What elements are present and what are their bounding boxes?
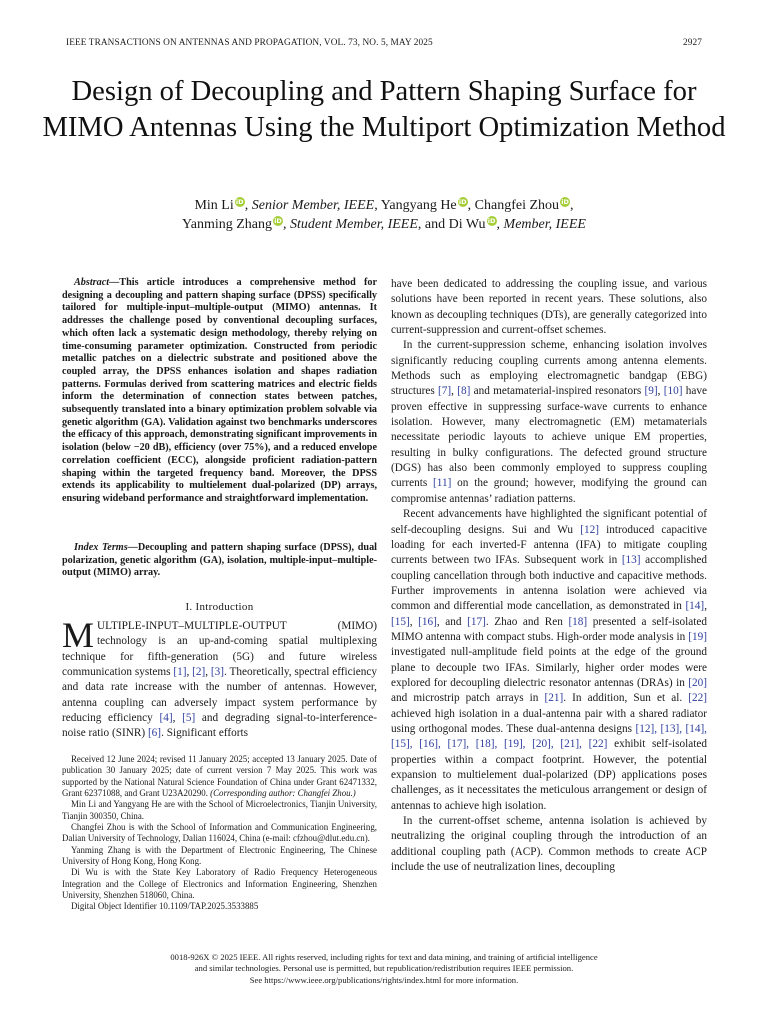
text-run: . Theoretically, spectral efficiency and data rate increase with the number of antennas. However, antenna coupling can adversely impact system performance by reducing efficiency	[62, 666, 378, 725]
text-run: In the current-suppression scheme, enhancing isolation involves significantly reducing coupling currents among antenna elements. Methods such as employing electromagnetic bandgap (EBG) structures	[391, 339, 707, 398]
citation-link[interactable]: [16]	[418, 615, 437, 628]
section-heading: I. Introduction	[185, 601, 254, 613]
running-header	[66, 38, 702, 48]
author-list: Min Li iD, Senior Member, IEEE, Yangyang He iD, Changfei Zhou iD, Yanming Zhang iD, Student Member, IEEE, and Di Wu iD, Member, IEEE	[182, 198, 586, 232]
citation-link[interactable]: [1]	[173, 666, 187, 679]
text-run: accomplished coupling cancellation through both inductive and capacitive methods. Further improvements in antenna isolation were achieved via common and differential mode cancellation, as demonstrated in	[391, 554, 707, 613]
citation-link[interactable]: [20]	[688, 676, 707, 689]
text-run: on the ground; however, modifying the ground can compromise antennas’ radiation patterns.	[391, 477, 708, 505]
copyright-line: and similar technologies. Personal use is permitted, but republication/redistribution requires IEEE permission.	[194, 963, 574, 974]
paragraph: In the current-offset scheme, antenna isolation is achieved by neutralizing the original coupling through the introduction of an additional coupling path (ACP). Common methods to create ACP include the use of neutralization lines, decoupling	[391, 815, 707, 874]
citation-link[interactable]: [21]	[544, 692, 564, 705]
affiliation-note: Yanming Zhang is with the Department of Electronic Engineering, The Chinese University of Hong Kong, Hong Kong.	[62, 844, 377, 867]
copyright-footer	[40, 952, 728, 986]
text-run: and microstrip patch arrays in	[391, 692, 545, 705]
orcid-icon[interactable]: iD	[458, 198, 467, 206]
citation-link[interactable]: [7]	[438, 385, 452, 398]
citation-link[interactable]: [12]	[580, 523, 599, 536]
citation-link[interactable]: [9]	[644, 385, 658, 398]
text-run: exhibit self-isolated properties within a compact footprint. However, the potential expansion to multielement dual-polarized (DP) applications poses challenges, as it necessitates the meticulous arrangement or design of antennas to achieve high isolation.	[391, 738, 707, 812]
text-run: and degrading signal-to-interference-noise ratio (SINR)	[62, 712, 378, 740]
text-run: presented a self-isolated MIMO antenna with compact stubs. High-order mode analysis in	[391, 615, 707, 643]
journal-name: IEEE TRANSACTIONS ON ANTENNAS AND PROPAGATION, VOL. 73, NO. 5, MAY 2025	[66, 38, 433, 48]
citation-link[interactable]: [14]	[685, 600, 705, 613]
text-run: and metamaterial-inspired resonators	[470, 385, 645, 398]
citation-link[interactable]: [12], [13], [14], [15], [16], [17], [18], [19], [20], [21], [22]	[391, 722, 707, 751]
paragraph	[391, 338, 707, 507]
copyright-line: 0018-926X © 2025 IEEE. All rights reserved, including rights for text and data mining, and training of artificial intelligence	[170, 952, 598, 962]
author-name: Min Li	[194, 198, 234, 213]
text-run: achieved high isolation in a dual-antenna pair with a shared radiator using orthogonal modes. These dual-antenna designs	[391, 707, 707, 735]
citation-link[interactable]: [4]	[159, 712, 173, 725]
text-run: . In addition, Sun et al.	[563, 692, 689, 705]
affiliation-note: Min Li and Yangyang He are with the School of Microelectronics, Tianjin University, Tianjin 300350, China.	[62, 799, 377, 821]
citation-link[interactable]: [18]	[568, 615, 588, 628]
text-run: ,	[186, 666, 193, 679]
paper-title: Design of Decoupling and Pattern Shaping Surface for MIMO Antennas Using the Multiport Optimization Method	[42, 76, 726, 143]
text-run: . Zhao and Ren	[485, 615, 569, 628]
text-run: Recent advancements have highlighted the significant potential of self-decoupling designs. Sui and Wu	[391, 508, 707, 536]
text-run: . Significant efforts	[161, 727, 249, 740]
doi-note: Digital Object Identifier 10.1109/TAP.2025.3533885	[71, 901, 259, 912]
right-column	[391, 277, 707, 875]
text-run: ,	[205, 666, 211, 679]
orcid-icon[interactable]: iD	[235, 198, 244, 206]
paragraph: have been dedicated to addressing the coupling issue, and various solutions have been reported in recent years. These solutions, also known as decoupling techniques (DTs), are generally categorized into current-suppression and current-offset schemes.	[391, 278, 707, 337]
text-run: investigated null-amplitude field points at the edge of the ground plane to decouple two IFAs. Similarly, higher order modes were explored for decoupling dielectric resonator antennas (DRAs) in	[391, 646, 707, 689]
citation-link[interactable]: [22]	[688, 692, 707, 705]
text-run: ,	[657, 385, 664, 398]
received-text: Received 12 June 2024; revised 11 January 2025; accepted 13 January 2025. Date of publication 30 January 2025; date of current version 7 May 2025. This work was supported by the National Natural Science Foundation of China under Grant 62471332, Grant 62371088, and Grant U23A20290.	[62, 754, 377, 799]
citation-link[interactable]: [5]	[182, 712, 196, 725]
intro-paragraph	[62, 615, 378, 742]
drop-cap: M	[62, 615, 95, 655]
orcid-icon[interactable]: iD	[487, 217, 496, 225]
rights-link[interactable]: See https://www.ieee.org/publications/rights/index.html for more information.	[249, 974, 519, 985]
text-run: ,	[409, 615, 419, 628]
text-run: have proven effective in suppressing surface-wave currents to enhance isolation. However, many electromagnetic (EM) metamaterials necessitate periodic layouts to achieve unique EM properties, resulting in bulky configurations. The defected ground structure (DGS) has also been commonly employed to suppress coupling currents	[391, 385, 707, 490]
orcid-icon[interactable]: iD	[274, 217, 282, 225]
text-run: ,	[172, 712, 183, 725]
author-name: Changfei Zhou	[474, 198, 560, 213]
citation-link[interactable]: [17]	[467, 615, 486, 628]
citation-link[interactable]: [3]	[210, 666, 225, 679]
text-run: ,	[704, 600, 707, 613]
footnotes	[62, 754, 377, 913]
text-run: ,	[451, 385, 458, 398]
index-terms	[62, 542, 377, 580]
corresponding-author: (Corresponding author: Changfei Zhou.)	[210, 788, 356, 799]
abstract-text: This article introduces a comprehensive method for designing a decoupling and pattern shaping surface (DPSS) specifically tailored for multiple-input–multiple-output (MIMO) antennas. It addresses the challenge posed by conventional decoupling surfaces, which often lack a systematic design methodology, thereby relying on time-consuming parameter optimization. Constructed from periodic metallic patches on a dielectric substrate and positioned above the coupled array, the DPSS enhances isolation and shapes radiation patterns. Formulas derived from scattering matrices and electric fields inform the determination of connection states between patches, subsequently translated into a binary optimization problem solvable via genetic algorithm (GA). Validation against two benchmarks underscores the efficacy of this approach, demonstrating significant improvements in isolation (below −20 dB), efficiency (over 75%), and a reduced envelope correlation coefficient (ECC), alongside proficient radiation-pattern shaping within the targeted frequency band. Moreover, the DPSS extends its applicability to multielement dual-polarized (DP) arrays, ensuring wideband performance and straightforward implementation.	[62, 277, 377, 504]
author-name: Yangyang He	[380, 198, 457, 213]
author-name: Yanming Zhang	[182, 217, 272, 232]
citation-link[interactable]: [10]	[663, 385, 683, 398]
citation-link[interactable]: [13]	[621, 554, 641, 567]
index-terms-text: Decoupling and pattern shaping surface (DPSS), dual polarization, genetic algorithm (GA), isolation, multiple-input–multiple-output (MIMO) array.	[62, 542, 377, 579]
index-terms-label: Index Terms—	[74, 542, 138, 553]
affiliation-note: Changfei Zhou is with the School of Information and Communication Engineering, Dalian University of Technology, Dalian 116024, China (e-mail: cfzhou@dlut.edu.cn).	[62, 822, 377, 844]
page-number: 2927	[683, 38, 702, 48]
paragraph	[391, 507, 707, 814]
text-run: ULTIPLE-INPUT–MULTIPLE-OUTPUT (MIMO) technology is an up-and-coming spatial multiplexing technique for fifth-generation (5G) and future wireless communication systems	[62, 620, 377, 679]
abstract	[62, 277, 377, 506]
author-role: Student Member, IEEE	[290, 217, 418, 232]
citation-link[interactable]: [8]	[457, 385, 471, 398]
orcid-icon[interactable]: iD	[561, 198, 569, 206]
author-role: Member, IEEE	[503, 217, 586, 232]
citation-link[interactable]: [15]	[391, 615, 410, 628]
received-note	[62, 754, 377, 799]
text-run: introduced capacitive loading for each inverted-F antenna (IFA) to mitigate coupling currents between two IFAs. Subsequent work in	[391, 523, 708, 567]
affiliation-note: Di Wu is with the State Key Laboratory of Radio Frequency Heterogeneous Integration and the College of Electronics and Information Engineering, Shenzhen University, Shenzhen 518060, China.	[62, 867, 377, 901]
citation-link[interactable]: [19]	[688, 630, 707, 643]
author-role: Senior Member, IEEE	[251, 198, 375, 213]
text-run: , and	[436, 615, 468, 628]
citation-link[interactable]: [6]	[147, 727, 162, 740]
abstract-label: Abstract—	[74, 277, 120, 288]
citation-link[interactable]: [2]	[192, 666, 206, 679]
citation-link[interactable]: [11]	[433, 477, 452, 490]
author-name: Di Wu	[448, 217, 486, 232]
